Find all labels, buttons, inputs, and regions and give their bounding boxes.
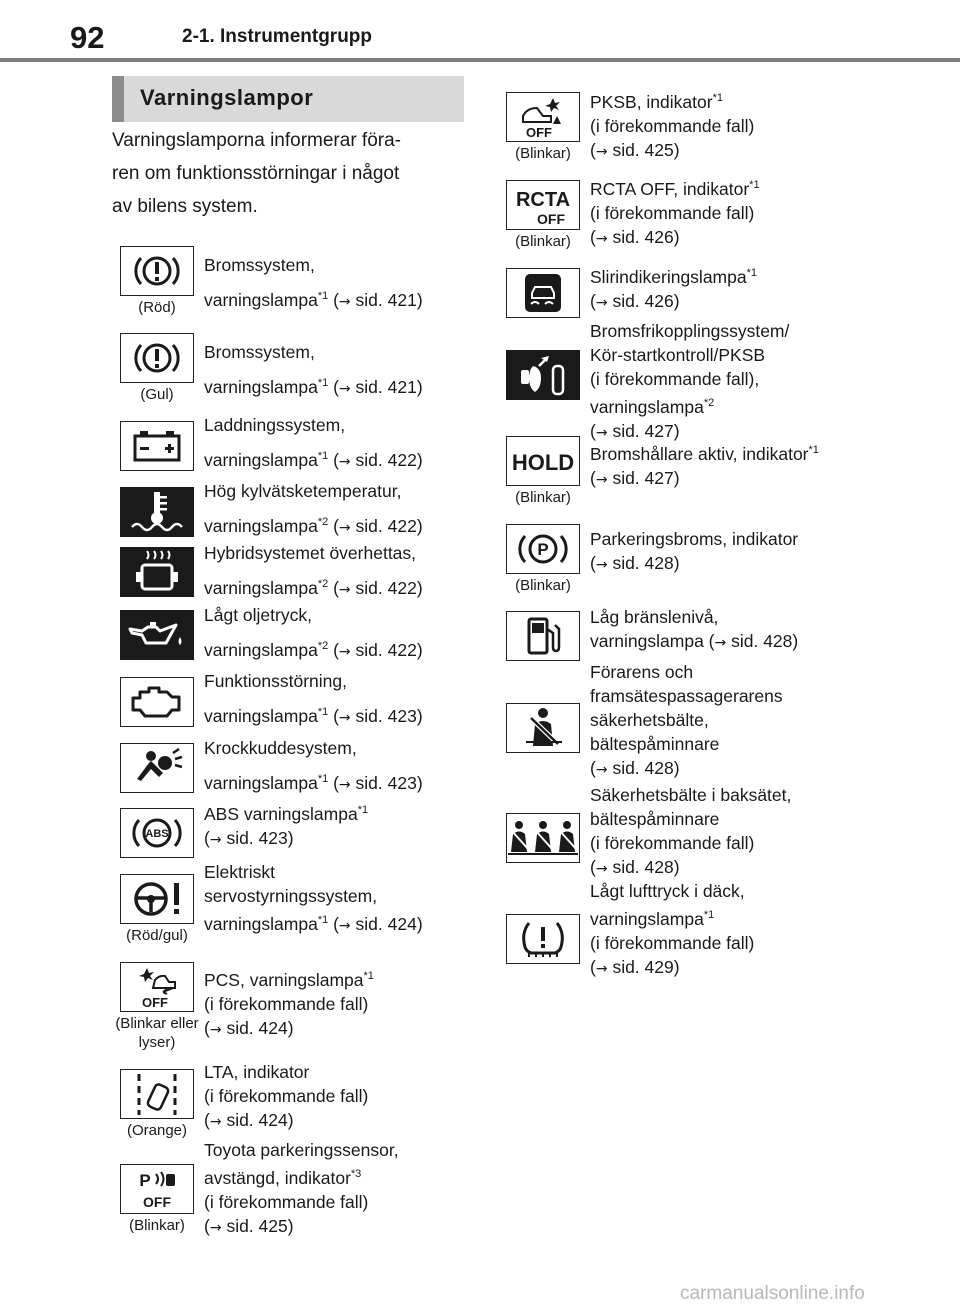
warning-description — [590, 86, 890, 164]
description-text: avstängd, indikator — [204, 1167, 351, 1188]
description-line — [590, 684, 890, 708]
description-text: framsätespassagerarens — [590, 686, 783, 706]
description-text: Elektriskt — [204, 862, 275, 882]
warning-description — [590, 527, 890, 577]
page-reference-text: sid. 428) — [731, 631, 799, 651]
warning-description — [204, 860, 464, 938]
page-reference: (→ sid. 421) — [333, 289, 423, 310]
warning-description — [204, 733, 464, 801]
page-reference: (→ sid. 424) — [204, 1017, 294, 1038]
description-line — [204, 666, 464, 697]
page-reference-text: sid. 425) — [612, 139, 680, 160]
page-reference: (→ sid. 421) — [333, 376, 423, 397]
description-text: varningslampa — [204, 289, 318, 310]
page-reference: (→ sid. 428) — [590, 857, 680, 877]
footnote-marker: *1 — [749, 179, 760, 191]
description-line — [590, 783, 890, 807]
description-text: Bromssystem, — [204, 342, 315, 362]
svg-text:OFF: OFF — [143, 1194, 171, 1210]
page-reference: (→ sid. 423) — [333, 705, 423, 726]
description-line — [204, 884, 464, 908]
description-text: varningslampa — [590, 908, 704, 929]
description-text: säkerhetsbälte, — [590, 710, 709, 730]
description-line — [204, 964, 464, 992]
page-reference-text: sid. 424) — [226, 1110, 294, 1130]
page-reference-text: sid. 422) — [355, 577, 423, 598]
page-reference: (→ sid. 427) — [590, 420, 680, 441]
description-text: Lågt oljetryck, — [204, 605, 312, 625]
warning-description — [590, 660, 890, 782]
warning-description — [204, 964, 464, 1042]
description-text: (i förekommande fall) — [204, 1191, 369, 1212]
warning-description — [590, 319, 890, 445]
icon-caption: (Blinkar) — [129, 1217, 185, 1234]
description-text: varningslampa — [204, 913, 318, 934]
page-reference-text: sid. 423) — [355, 772, 423, 793]
page-reference: (→ sid. 427) — [590, 467, 680, 488]
description-text: varningslampa — [590, 396, 704, 417]
description-line — [204, 992, 464, 1016]
description-line — [204, 733, 464, 764]
description-line — [590, 173, 890, 201]
description-text: Bromssystem, — [204, 255, 315, 275]
parking-sensor-off-icon — [120, 1164, 194, 1214]
description-line — [204, 908, 464, 938]
page-reference-text: sid. 429) — [612, 956, 680, 977]
intro-line: Varningslamporna informerar föra- — [112, 130, 401, 151]
description-line — [204, 764, 464, 801]
description-line — [590, 931, 890, 955]
page-reference-text: sid. 426) — [612, 226, 680, 247]
svg-text:ABS: ABS — [145, 828, 169, 840]
description-line — [590, 319, 890, 343]
check-engine-icon — [120, 677, 194, 727]
description-text: Parkeringsbroms, indikator — [590, 529, 799, 549]
svg-text:RCTA: RCTA — [515, 189, 571, 211]
description-text: Funktionsstörning, — [204, 671, 347, 691]
description-text: (i förekommande fall) — [204, 993, 369, 1014]
description-text: Krockkuddesystem, — [204, 738, 357, 758]
description-text: bältespåminnare — [590, 734, 720, 754]
page-reference-text: sid. 427) — [612, 420, 680, 441]
page-reference-text: sid. 425) — [226, 1215, 294, 1236]
page-reference-text: sid. 424) — [226, 1017, 294, 1038]
description-line — [204, 476, 464, 507]
rcta-off-icon — [506, 180, 580, 230]
brake-warning-icon — [120, 246, 194, 296]
description-text: varningslampa — [204, 577, 318, 598]
page-number: 92 — [70, 20, 105, 55]
description-text: Hög kylvätsketemperatur, — [204, 481, 402, 501]
footnote-marker: *2 — [317, 640, 329, 652]
description-line — [204, 441, 464, 478]
warning-description — [590, 879, 890, 981]
footnote-marker: *1 — [317, 450, 329, 462]
description-line — [204, 631, 464, 668]
page-reference: (→ sid. 426) — [590, 290, 680, 311]
page-reference: (→ sid. 425) — [590, 139, 680, 160]
description-text: RCTA OFF, indikator — [590, 178, 750, 199]
footnote-marker: *1 — [317, 773, 329, 785]
description-line — [590, 114, 890, 138]
description-line — [204, 1190, 464, 1214]
page-reference: (→ sid. 425) — [204, 1215, 294, 1236]
header-divider — [0, 58, 960, 62]
description-text: PKSB, indikator — [590, 91, 713, 112]
description-line — [590, 527, 890, 551]
intro-line: av bilens system. — [112, 196, 258, 217]
section-heading — [112, 76, 464, 122]
hold-icon — [506, 436, 580, 486]
description-text: Bromshållare aktiv, indikator — [590, 443, 809, 464]
page-reference: (→ sid. 423) — [333, 772, 423, 793]
footnote-marker: *1 — [746, 267, 758, 279]
description-text: varningslampa — [204, 705, 318, 726]
description-line — [590, 660, 890, 684]
warning-description — [204, 1138, 464, 1240]
warning-description — [590, 261, 890, 315]
footnote-marker: *1 — [317, 914, 329, 926]
description-text: Bromsfrikopplingssystem/ — [590, 321, 790, 341]
description-line — [204, 538, 464, 569]
description-text: varningslampa — [204, 515, 318, 536]
page-reference-text: sid. 427) — [612, 467, 680, 488]
description-text: varningslampa — [204, 639, 318, 660]
page-reference-text: sid. 428) — [612, 553, 680, 573]
icon-caption: (Blinkar) — [515, 233, 571, 250]
section-stripe — [112, 76, 124, 122]
description-line — [590, 903, 890, 931]
icon-caption: (Blinkar eller lyser) — [115, 1015, 199, 1051]
page-reference-text: sid. 423) — [226, 827, 294, 848]
pksb-off-icon — [506, 92, 580, 142]
section-title: Varningslampor — [140, 85, 314, 110]
description-line — [590, 86, 890, 114]
footnote-marker: *1 — [703, 909, 715, 921]
description-line — [204, 697, 464, 734]
warning-description — [204, 538, 464, 606]
slip-indicator-icon — [506, 268, 580, 318]
warning-description — [590, 173, 890, 251]
page-header — [0, 0, 960, 62]
description-line — [204, 860, 464, 884]
page-reference: (→ sid. 422) — [333, 449, 423, 470]
description-text: Låg bränslenivå, — [590, 607, 719, 627]
description-text: (i förekommande fall) — [590, 932, 755, 953]
hybrid-overheat-icon — [120, 547, 194, 597]
footnote-marker: *1 — [317, 377, 329, 389]
description-line — [590, 438, 890, 466]
description-text: varningslampa ( — [590, 631, 715, 651]
description-text: servostyrningssystem, — [204, 886, 378, 906]
icon-caption: (Blinkar) — [515, 145, 571, 162]
description-line — [590, 605, 890, 629]
page-reference: (→ sid. 422) — [333, 577, 423, 598]
warning-description — [204, 410, 464, 478]
description-line — [204, 798, 464, 826]
warning-description — [204, 250, 464, 318]
description-line — [590, 343, 890, 367]
icon-caption: (Röd) — [138, 299, 176, 316]
lta-icon — [120, 1069, 194, 1119]
footnote-marker: *2 — [317, 516, 329, 528]
airbag-icon — [120, 743, 194, 793]
description-text: (i förekommande fall) — [590, 202, 755, 223]
description-text: Förarens och — [590, 662, 694, 682]
svg-text:OFF: OFF — [526, 125, 552, 140]
footnote-marker: *1 — [317, 706, 329, 718]
description-text: Laddningssystem, — [204, 415, 346, 435]
brake-warning-icon — [120, 333, 194, 383]
intro-paragraph — [112, 124, 464, 223]
page-reference-text: sid. 428) — [612, 857, 680, 877]
description-text: Hybridsystemet överhettas, — [204, 543, 417, 563]
description-line — [204, 281, 464, 318]
description-text: Kör-startkontroll/PKSB — [590, 345, 766, 365]
footnote-marker: *1 — [357, 804, 369, 816]
page-reference-text: sid. 426) — [612, 290, 680, 311]
description-text: LTA, indikator — [204, 1062, 310, 1082]
description-line — [590, 367, 890, 391]
icon-caption: (Orange) — [126, 1122, 188, 1139]
description-line — [204, 1162, 464, 1190]
footnote-marker: *1 — [712, 92, 723, 104]
description-line — [204, 1138, 464, 1162]
warning-description — [204, 666, 464, 734]
warning-description — [204, 600, 464, 668]
watermark: carmanualsonline.info — [680, 1283, 865, 1304]
page-reference: (→ sid. 423) — [204, 827, 294, 848]
tire-pressure-icon — [506, 914, 580, 964]
description-text: (i förekommande fall) — [204, 1086, 369, 1106]
description-line — [204, 1060, 464, 1084]
warning-description — [590, 783, 890, 881]
description-text: (i förekommande fall) — [590, 115, 755, 136]
footnote-marker: *1 — [363, 970, 374, 982]
description-text: varningslampa — [204, 376, 318, 397]
pcs-off-icon — [120, 962, 194, 1012]
power-steering-icon — [120, 874, 194, 924]
description-line — [590, 201, 890, 225]
page-reference: (→ sid. 422) — [333, 639, 423, 660]
description-line — [590, 732, 890, 756]
page-reference-text: sid. 421) — [355, 289, 423, 310]
coolant-temperature-icon — [120, 487, 194, 537]
page-reference: (→ sid. 422) — [333, 515, 423, 536]
svg-text:OFF: OFF — [537, 211, 565, 227]
description-text: (i förekommande fall), — [590, 369, 760, 389]
description-text: varningslampa — [204, 449, 318, 470]
svg-text:OFF: OFF — [142, 995, 168, 1010]
warning-description — [204, 476, 464, 544]
description-text: Säkerhetsbälte i baksätet, — [590, 785, 792, 805]
seatbelt-icon — [506, 703, 580, 753]
page-reference: (→ sid. 428) — [590, 758, 680, 778]
svg-text:HOLD: HOLD — [511, 450, 575, 475]
warning-description — [204, 337, 464, 405]
description-line — [590, 629, 890, 655]
description-line — [204, 410, 464, 441]
page-reference: (→ sid. 429) — [590, 956, 680, 977]
page-reference-text: sid. 422) — [355, 639, 423, 660]
page-reference-text: sid. 423) — [355, 705, 423, 726]
warning-description — [590, 605, 890, 655]
page-reference-text: sid. 421) — [355, 376, 423, 397]
page-reference: (→ sid. 424) — [333, 913, 423, 934]
description-text: Toyota parkeringssensor, — [204, 1140, 399, 1160]
svg-text:P: P — [537, 540, 549, 559]
footnote-marker: *1 — [317, 290, 329, 302]
description-line — [590, 391, 890, 419]
footnote-marker: *3 — [350, 1168, 362, 1180]
description-line — [204, 1084, 464, 1108]
description-line — [590, 831, 890, 855]
intro-line: ren om funktionsstörningar i något — [112, 163, 400, 184]
description-line — [204, 368, 464, 405]
footnote-marker: *1 — [808, 444, 819, 456]
parking-brake-icon — [506, 524, 580, 574]
page-reference: (→ sid. 424) — [204, 1110, 294, 1130]
description-text: (i förekommande fall) — [590, 833, 755, 853]
page-reference-text: sid. 424) — [355, 913, 423, 934]
description-line — [590, 879, 890, 903]
page-reference: (→ sid. 426) — [590, 226, 680, 247]
description-text: ABS varningslampa — [204, 803, 358, 824]
page-reference-text: sid. 428) — [612, 758, 680, 778]
description-text: PCS, varningslampa — [204, 969, 364, 990]
description-line — [590, 261, 890, 289]
chapter-title: 2-1. Instrumentgrupp — [182, 26, 373, 47]
page-reference: (→ sid. 428) — [590, 553, 680, 573]
brake-override-icon — [506, 350, 580, 400]
description-line — [590, 807, 890, 831]
icon-caption: (Röd/gul) — [126, 927, 188, 944]
icon-caption: (Gul) — [140, 386, 174, 403]
page-reference-text: sid. 422) — [355, 515, 423, 536]
warning-description — [590, 438, 890, 492]
page-reference: → sid. 428) — [714, 631, 799, 651]
oil-pressure-icon — [120, 610, 194, 660]
icon-caption: (Blinkar) — [515, 577, 571, 594]
low-fuel-icon — [506, 611, 580, 661]
description-line — [204, 337, 464, 368]
battery-icon — [120, 421, 194, 471]
icon-caption: (Blinkar) — [515, 489, 571, 506]
abs-icon — [120, 808, 194, 858]
description-text: Lågt lufttryck i däck, — [590, 881, 745, 901]
description-text: bältespåminnare — [590, 809, 720, 829]
warning-description — [204, 798, 464, 852]
page-reference-text: sid. 422) — [355, 449, 423, 470]
description-text: varningslampa — [204, 772, 318, 793]
footnote-marker: *2 — [317, 578, 329, 590]
description-line — [590, 708, 890, 732]
description-line — [204, 600, 464, 631]
svg-text:P: P — [139, 1171, 151, 1190]
warning-description — [204, 1060, 464, 1134]
rear-seatbelt-icon — [506, 813, 580, 863]
description-line — [204, 250, 464, 281]
footnote-marker: *2 — [703, 397, 715, 409]
description-text: Slirindikeringslampa — [590, 266, 747, 287]
